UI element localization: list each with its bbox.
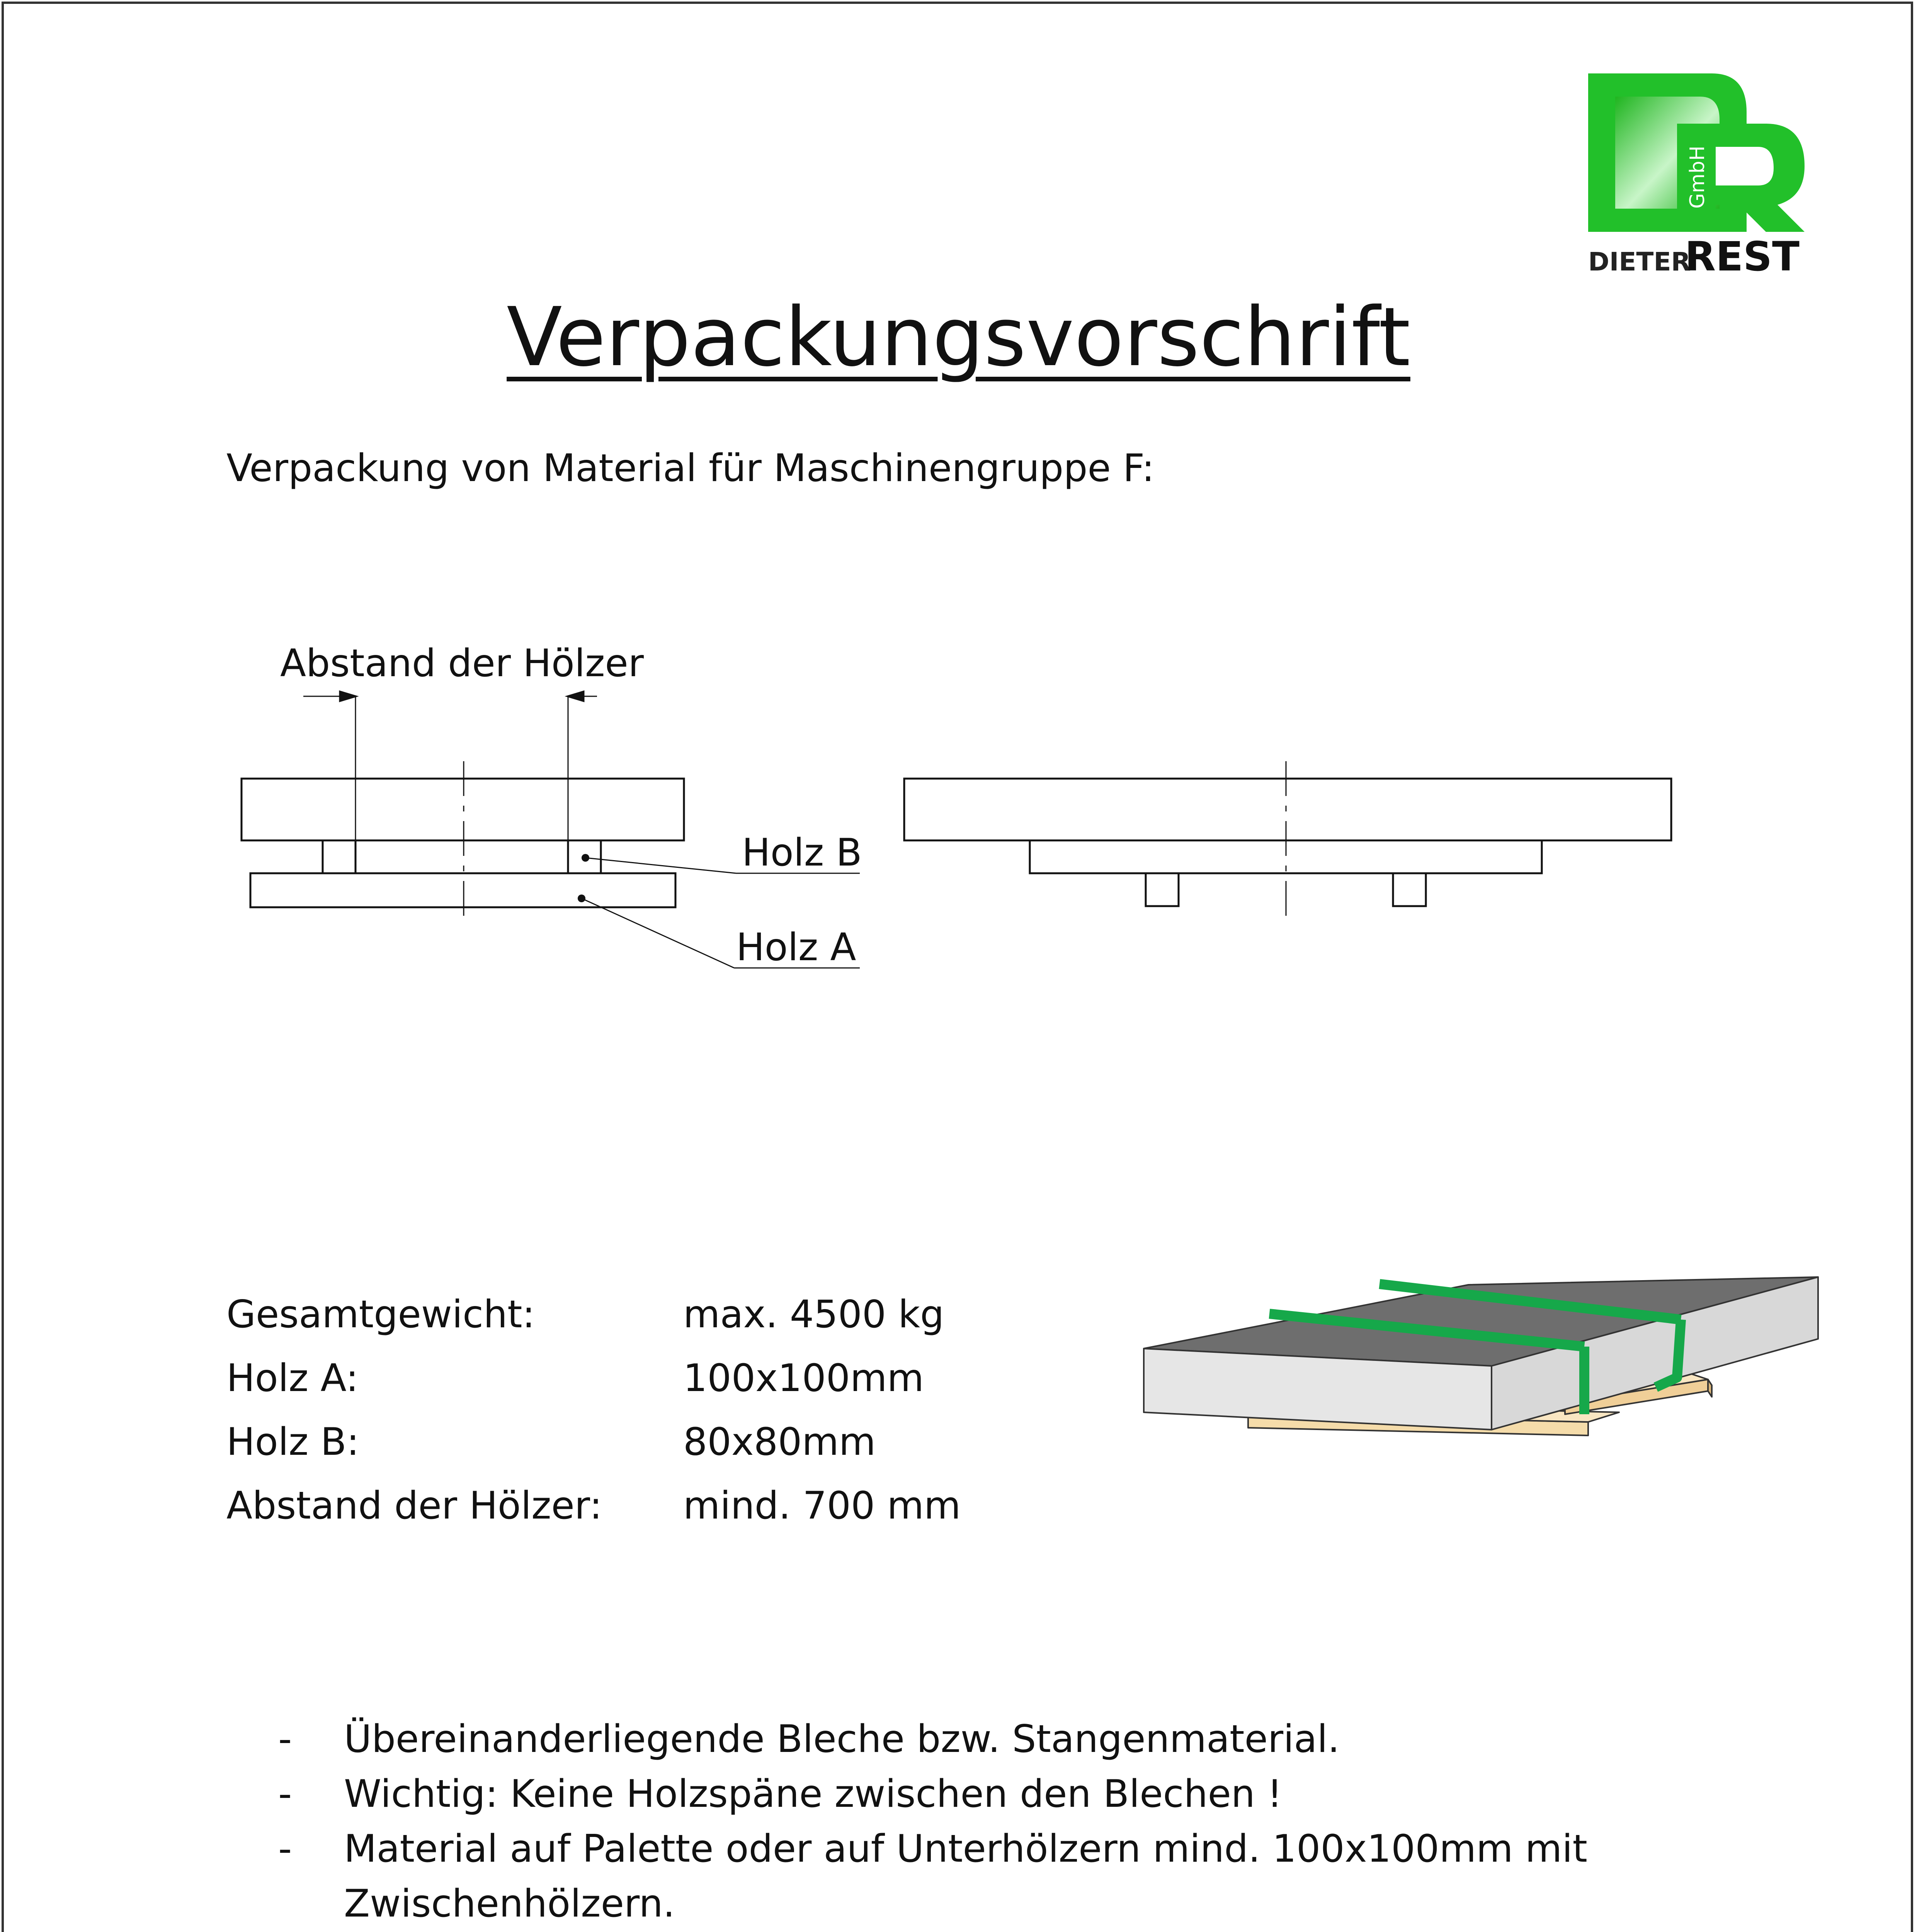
list-item xyxy=(278,1821,1708,1931)
logo-dieter-text: DIETER xyxy=(1588,247,1691,277)
list-dash: - xyxy=(278,1827,292,1871)
plate-side-view xyxy=(242,779,684,840)
page-title: Verpackungsvorschrift xyxy=(507,290,1410,384)
list-item xyxy=(278,1712,1708,1767)
logo-gmbh-text: GmbH xyxy=(1686,145,1709,209)
logo-rest-text: REST xyxy=(1685,233,1800,278)
list-item-text: Material auf Palette oder auf Unterhölzern mind. 100x100mm mit Zwischenhölzern. xyxy=(344,1827,1587,1926)
list-dash: - xyxy=(278,1772,292,1816)
label-holz-b: Holz B xyxy=(742,831,862,875)
plate-front-view xyxy=(904,779,1671,840)
spec-value-holz-b: 80x80mm xyxy=(683,1420,876,1464)
company-logo xyxy=(1584,70,1808,278)
list-item xyxy=(278,1767,1708,1821)
spec-value-holz-a: 100x100mm xyxy=(683,1356,924,1400)
label-spacing: Abstand der Hölzer xyxy=(280,641,644,685)
spec-label-weight: Gesamtgewicht: xyxy=(226,1293,535,1337)
spec-label-holz-a: Holz A: xyxy=(226,1356,359,1400)
spec-label-spacing: Abstand der Hölzer: xyxy=(226,1484,602,1528)
holz-b-left xyxy=(323,840,356,873)
list-dash: - xyxy=(278,1717,292,1761)
packaged-plate-illustration xyxy=(1132,1233,1828,1472)
intro-text: Verpackung von Material für Maschinengruppe F: xyxy=(226,446,1155,490)
list-item-text: Wichtig: Keine Holzspäne zwischen den Blechen ! xyxy=(344,1772,1283,1816)
holz-a-right-section xyxy=(1393,873,1426,906)
spec-label-holz-b: Holz B: xyxy=(226,1420,359,1464)
holz-a-bar xyxy=(250,873,675,907)
holz-a-left-section xyxy=(1146,873,1179,906)
label-holz-a: Holz A xyxy=(736,925,856,969)
requirements-list xyxy=(278,1712,1708,1932)
spec-value-weight: max. 4500 kg xyxy=(683,1293,944,1337)
spec-value-spacing: mind. 700 mm xyxy=(683,1484,961,1528)
list-item-text: Übereinanderliegende Bleche bzw. Stangenmaterial. xyxy=(344,1717,1340,1761)
packaging-diagram xyxy=(232,638,1700,985)
